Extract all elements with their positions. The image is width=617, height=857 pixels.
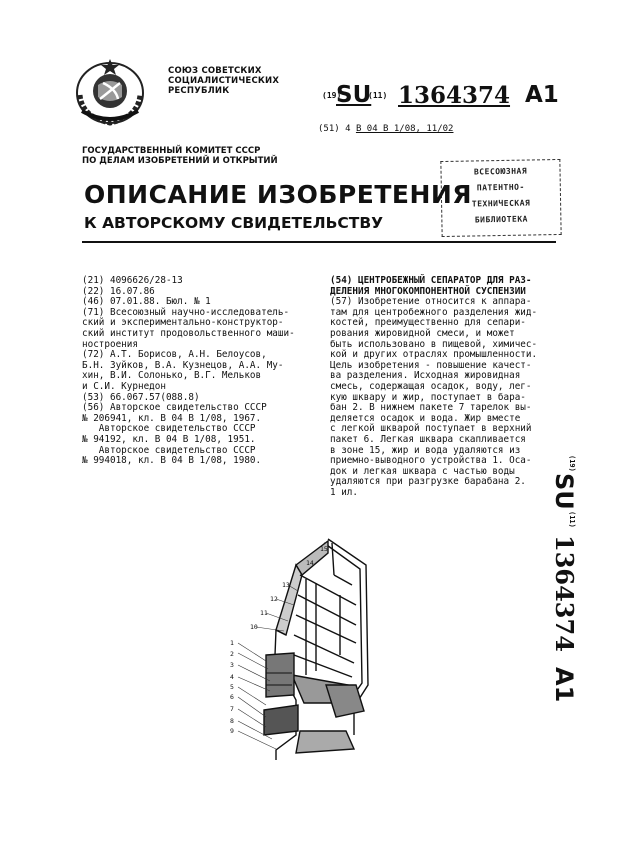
separator-drawing [230,535,396,760]
abstract-line: пакет 6. Легкая шквара скапливается [330,433,526,445]
biblio-line: № 994018, кл. В 04 В 1/08, 1980. [82,455,262,467]
stamp-line: БИБЛИОТЕКА [474,214,529,225]
figure-label: 14 [306,559,314,567]
biblio-line: и С.И. Курнедон [82,380,166,392]
stamp-line: ПАТЕНТНО- [476,182,525,193]
abstract [330,276,566,498]
abstract-line: приемно-выводного устройства 1. Оса- [330,455,532,467]
ussr-emblem-icon [70,55,150,127]
figure-label: 5 [230,683,234,691]
biblio-line: Б.Н. Зуйков, В.А. Кузнецов, А.А. Му- [82,359,284,371]
figure-label: 3 [230,661,234,669]
side-country: SU [550,473,578,510]
figure-label: 8 [230,717,234,725]
abstract-line: смесь, содержащая осадок, воду, лег- [330,380,532,392]
issuing-country [168,66,279,96]
biblio-line: ский и экспериментально-конструктор- [82,317,284,329]
bibliographic-data [82,276,334,467]
biblio-line: № 206941, кл. В 04 В 1/08, 1967. [82,412,262,424]
ipc-code: (51) 4 [318,124,351,134]
abstract-line: 1 ил. [330,486,358,498]
biblio-line: (22) 16.07.86 [82,285,155,297]
biblio-line: Авторское свидетельство СССР [82,423,256,435]
abstract-line: док и легкая шквара с частью воды [330,465,515,477]
figure-label: 15 [320,545,328,553]
abstract-line: (57) Изобретение относится к аппара- [330,296,532,308]
biblio-line: (21) 4096626/28-13 [82,275,183,286]
figure-label: 9 [230,727,234,735]
abstract-title-line: (54) ЦЕНТРОБЕЖНЫЙ СЕПАРАТОР ДЛЯ РАЗ- [330,275,532,286]
abstract-line: быть использовано в пищевой, химичес- [330,338,538,350]
biblio-line: (46) 07.01.88. Бюл. № 1 [82,296,211,308]
country-code: SU [336,82,372,108]
abstract-line: там для центробежного разделения жид- [330,306,538,318]
figure-label: 6 [230,693,234,701]
patent-number: 1364374 [398,82,511,109]
abstract-line: рования жировидной смеси, и может [330,327,515,339]
side-code-19: (19) [568,455,576,472]
document-subtitle: К АВТОРСКОМУ СВИДЕТЕЛЬСТВУ [84,214,384,232]
biblio-line: хин, В.И. Солонько, В.Г. Мельков [82,370,262,382]
abstract-line: Цель изобретения - повышение качест- [330,359,532,371]
side-kind: A1 [550,667,578,703]
biblio-line: (72) А.Т. Борисов, А.Н. Белоусов, [82,349,267,361]
side-patent-reference [548,455,580,705]
figure-label: 2 [230,650,234,658]
figure-label: 4 [230,673,234,681]
abstract-line: бан 2. В нижнем пакете 7 тарелок вы- [330,402,532,414]
code-19: (19) [322,91,342,100]
committee-line: ПО ДЕЛАМ ИЗОБРЕТЕНИЙ И ОТКРЫТИЙ [82,156,278,166]
figure-label: 1 [230,639,234,647]
org-line: РЕСПУБЛИК [168,86,230,96]
ipc-classification [318,124,453,134]
code-11: (11) [368,91,388,100]
biblio-line: (56) Авторское свидетельство СССР [82,402,267,414]
abstract-line: кую шквару и жир, поступает в бара- [330,391,526,403]
side-number: 1364374 [550,535,579,652]
side-code-11: (11) [568,511,576,528]
figure-label: 13 [282,581,290,589]
committee [82,146,278,166]
ipc-value: B 04 B 1/08, 11/02 [355,124,454,134]
biblio-line: (71) Всесоюзный научно-исследователь- [82,306,290,318]
document-title: ОПИСАНИЕ ИЗОБРЕТЕНИЯ [84,180,473,209]
abstract-line: удаляются при разгрузке барабана 2. [330,476,526,488]
abstract-line: в зоне 15, жир и вода удаляются из [330,444,521,456]
abstract-line: с легкой шкварой поступает в верхний [330,423,532,435]
org-line: СОЦИАЛИСТИЧЕСКИХ [168,76,280,86]
stamp-line: ТЕХНИЧЕСКАЯ [471,198,531,209]
abstract-line: ва разделения. Исходная жировидная [330,370,521,382]
figure-label: 10 [250,623,258,631]
abstract-line: кой и других отраслях промышленности. [330,349,538,361]
divider [82,241,556,243]
abstract-title-line: ДЕЛЕНИЯ МНОГОКОМПОНЕНТНОЙ СУСПЕНЗИИ [330,285,526,297]
stamp-line: ВСЕСОЮЗНАЯ [473,166,528,177]
abstract-line: деляется осадок и вода. Жир вместе [330,412,521,424]
biblio-line: ский институт продовольственного маши- [82,327,295,339]
abstract-line: костей, преимущественно для сепари- [330,317,526,329]
biblio-line: Авторское свидетельство СССР [82,444,256,456]
figure-label: 12 [270,595,278,603]
figure-label: 7 [230,705,234,713]
org-line: СОЮЗ СОВЕТСКИХ [168,66,262,76]
biblio-line: ностроения [82,338,138,350]
committee-line: ГОСУДАРСТВЕННЫЙ КОМИТЕТ СССР [82,146,261,156]
patent-identifier [322,82,612,112]
figure-label: 11 [260,609,268,617]
biblio-line: № 94192, кл. В 04 В 1/08, 1951. [82,433,256,445]
biblio-line: (53) 66.067.57(088.8) [82,391,200,403]
kind-code: A1 [525,82,559,108]
